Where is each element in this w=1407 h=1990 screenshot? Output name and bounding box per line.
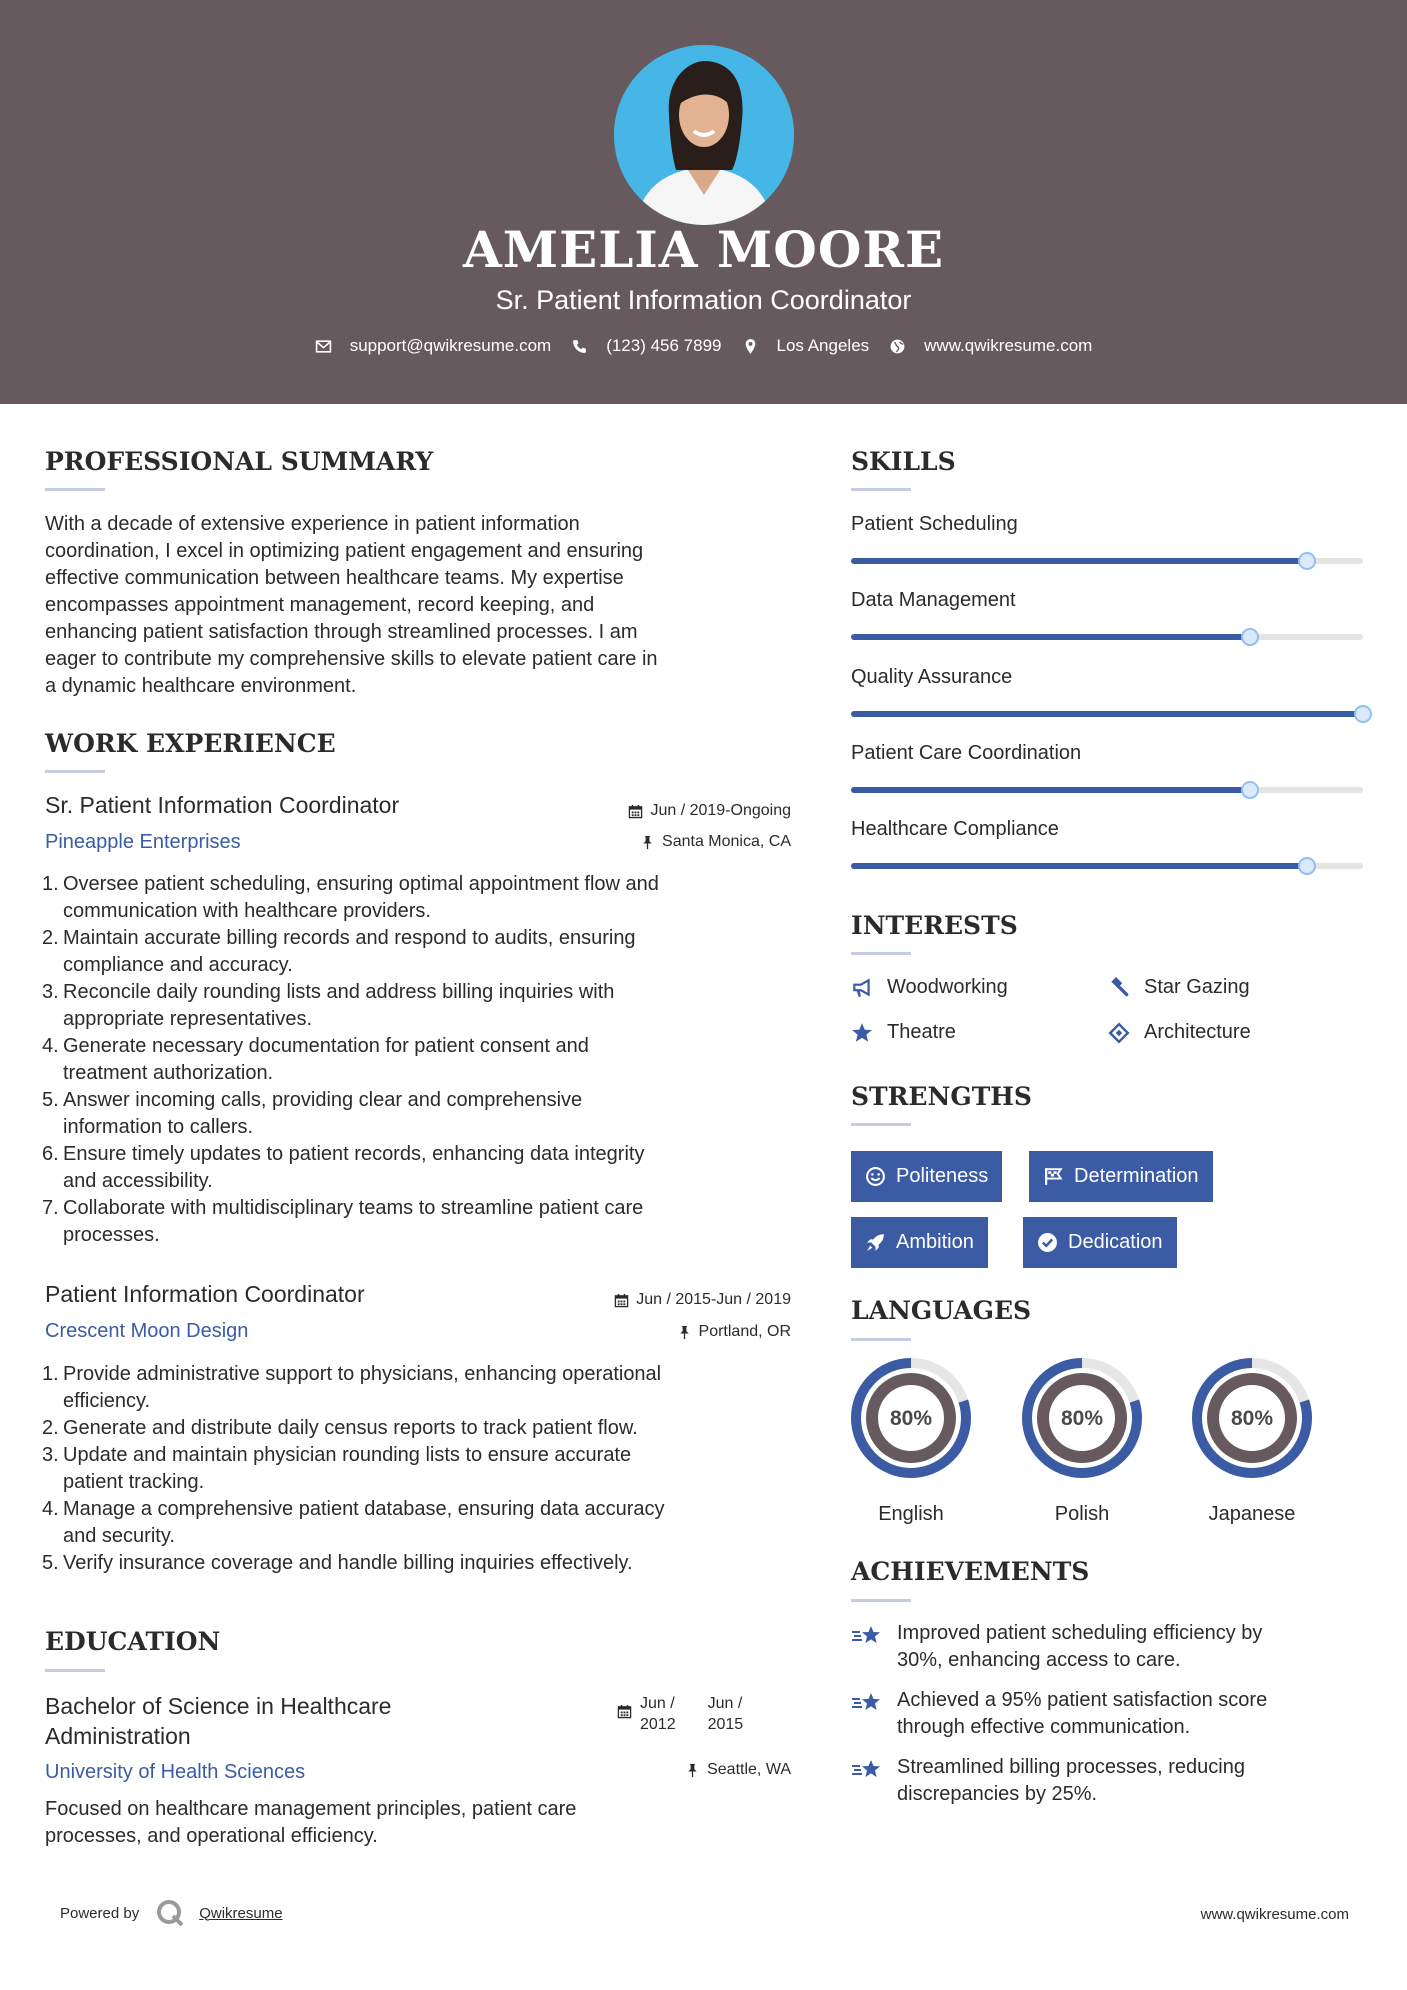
language-name: Polish bbox=[1054, 1503, 1110, 1525]
megaphone-icon bbox=[851, 977, 873, 999]
list-item: 2. Generate and distribute daily census reports to track patient flow. bbox=[42, 1417, 638, 1439]
skill-bar-fill bbox=[851, 711, 1363, 717]
list-item: 6. Ensure timely updates to patient records, enhancing data integrity and accessibility. bbox=[42, 1143, 645, 1192]
school-name: University of Health Sciences bbox=[45, 1761, 306, 1783]
skill-label: Healthcare Compliance bbox=[851, 818, 1059, 840]
calendar-icon bbox=[617, 1704, 632, 1719]
education-description: Focused on healthcare management principles, patient care processes, and operational efficiency. bbox=[45, 1798, 577, 1847]
summary-heading: PROFESSIONAL SUMMARY bbox=[45, 447, 434, 476]
job-date bbox=[540, 802, 791, 820]
education-dates bbox=[617, 1693, 743, 1735]
map-pin-icon bbox=[742, 338, 759, 355]
interests-underline bbox=[851, 952, 911, 955]
skill-bar-fill bbox=[851, 558, 1307, 564]
interest-item: Star Gazing bbox=[1108, 976, 1250, 999]
shooting-star-icon bbox=[851, 1756, 885, 1784]
job-location-text: Portland, OR bbox=[698, 1323, 791, 1340]
job-company: Pineapple Enterprises bbox=[45, 831, 241, 853]
skill-bar bbox=[851, 787, 1363, 793]
job-location bbox=[540, 1323, 791, 1341]
contact-phone-text: (123) 456 7899 bbox=[606, 336, 722, 355]
interest-item: Theatre bbox=[851, 1021, 956, 1044]
list-item: 1. Provide administrative support to physicians, enhancing operational efficiency. bbox=[42, 1363, 662, 1412]
skill-bar-knob bbox=[1354, 705, 1372, 723]
calendar-icon bbox=[614, 1293, 629, 1308]
contact-website[interactable] bbox=[889, 336, 1092, 356]
education-start: Jun / 2012 bbox=[640, 1695, 676, 1733]
achievements-heading: ACHIEVEMENTS bbox=[851, 1557, 1090, 1586]
interest-item: Architecture bbox=[1108, 1021, 1251, 1044]
list-item: 7. Collaborate with multidisciplinary teams to streamline patient care processes. bbox=[42, 1197, 644, 1246]
summary-line: a dynamic healthcare environment. bbox=[45, 675, 357, 697]
skill-bar-fill bbox=[851, 787, 1250, 793]
resume-header bbox=[0, 0, 1407, 404]
contact-email[interactable] bbox=[315, 336, 552, 356]
rocket-icon bbox=[865, 1232, 886, 1253]
gavel-icon bbox=[1108, 977, 1130, 999]
strengths-heading: STRENGTHS bbox=[851, 1082, 1032, 1111]
job-location bbox=[540, 833, 791, 851]
experience-underline bbox=[45, 770, 105, 773]
list-item: 3. Reconcile daily rounding lists and address billing inquiries with appropriate representatives. bbox=[42, 981, 615, 1030]
education-underline bbox=[45, 1669, 105, 1672]
job-date bbox=[540, 1291, 791, 1309]
candidate-name: AMELIA MOORE bbox=[462, 220, 945, 279]
degree-title: Bachelor of Science in Healthcare Administration bbox=[45, 1693, 392, 1749]
skill-bar bbox=[851, 558, 1363, 564]
skill-bar-fill bbox=[851, 634, 1250, 640]
skill-label: Patient Scheduling bbox=[851, 513, 1018, 535]
job-title: Sr. Patient Information Coordinator bbox=[45, 792, 400, 818]
languages-heading: LANGUAGES bbox=[851, 1296, 1032, 1325]
phone-icon bbox=[571, 338, 588, 355]
job-title: Patient Information Coordinator bbox=[45, 1281, 365, 1307]
skill-bar-knob bbox=[1298, 857, 1316, 875]
pushpin-icon bbox=[685, 1763, 700, 1778]
pushpin-icon bbox=[640, 835, 655, 850]
check-circle-icon bbox=[1037, 1232, 1058, 1253]
contact-location bbox=[742, 336, 870, 356]
summary-line: effective communication between healthcare teams. My expertise bbox=[45, 567, 624, 589]
skills-underline bbox=[851, 488, 911, 491]
achievement-item: Streamlined billing processes, reducing discrepancies by 25%. bbox=[851, 1754, 1245, 1808]
skills-heading: SKILLS bbox=[851, 447, 956, 476]
strength-badge: Determination bbox=[1029, 1151, 1213, 1202]
summary-line: encompasses appointment management, record keeping, and bbox=[45, 594, 595, 616]
job-date-text: Jun / 2015-Jun / 2019 bbox=[636, 1291, 791, 1308]
summary-line: enhancing patient satisfaction through streamlined processes. I am bbox=[45, 621, 638, 643]
contact-email-text: support@qwikresume.com bbox=[349, 336, 552, 355]
contact-bar bbox=[0, 336, 1407, 356]
achievement-item: Improved patient scheduling efficiency by 30%, enhancing access to care. bbox=[851, 1620, 1262, 1674]
strength-badge: Ambition bbox=[851, 1217, 988, 1268]
experience-heading: WORK EXPERIENCE bbox=[45, 729, 336, 758]
languages-underline bbox=[851, 1338, 911, 1341]
interest-item: Woodworking bbox=[851, 976, 1008, 999]
language-ring bbox=[1191, 1357, 1313, 1479]
calendar-icon bbox=[628, 804, 643, 819]
skill-bar-knob bbox=[1241, 781, 1259, 799]
qwikresume-link[interactable]: Qwikresume bbox=[199, 1904, 283, 1922]
skill-bar-knob bbox=[1298, 552, 1316, 570]
skill-bar-fill bbox=[851, 863, 1307, 869]
job-date-text: Jun / 2019-Ongoing bbox=[650, 802, 791, 819]
language-item bbox=[1191, 1357, 1313, 1525]
flag-icon bbox=[1043, 1166, 1064, 1187]
list-item: 1. Oversee patient scheduling, ensuring optimal appointment flow and communication with healthcare providers. bbox=[42, 873, 659, 922]
education-heading: EDUCATION bbox=[45, 1627, 221, 1656]
list-item: 5. Answer incoming calls, providing clear and comprehensive information to callers. bbox=[42, 1089, 583, 1138]
education-end: Jun / 2015 bbox=[707, 1695, 744, 1733]
skill-label: Quality Assurance bbox=[851, 666, 1013, 688]
education-location bbox=[540, 1761, 791, 1779]
language-percent: 80% bbox=[889, 1407, 933, 1430]
profile-photo-image bbox=[614, 45, 794, 225]
job-company: Crescent Moon Design bbox=[45, 1320, 249, 1342]
star-icon bbox=[851, 1022, 873, 1044]
strengths-underline bbox=[851, 1123, 911, 1126]
strength-badge: Dedication bbox=[1023, 1217, 1177, 1268]
qwikresume-logo-icon bbox=[155, 1898, 185, 1928]
interests-heading: INTERESTS bbox=[851, 911, 1018, 940]
ticket-icon bbox=[1108, 1022, 1130, 1044]
language-percent: 80% bbox=[1060, 1407, 1104, 1430]
summary-line: coordination, I excel in optimizing patient engagement and ensuring bbox=[45, 540, 644, 562]
contact-location-text: Los Angeles bbox=[776, 336, 870, 355]
language-item bbox=[1021, 1357, 1143, 1525]
list-item: 4. Generate necessary documentation for patient consent and treatment authorization. bbox=[42, 1035, 589, 1084]
summary-line: eager to contribute my comprehensive skills to elevate patient care in bbox=[45, 648, 658, 670]
strength-badge: Politeness bbox=[851, 1151, 1002, 1202]
envelope-icon bbox=[315, 338, 332, 355]
skill-bar bbox=[851, 634, 1363, 640]
summary-line: With a decade of extensive experience in patient information bbox=[45, 513, 580, 535]
smile-icon bbox=[865, 1166, 886, 1187]
list-item: 5. Verify insurance coverage and handle billing inquiries effectively. bbox=[42, 1552, 633, 1574]
contact-phone[interactable] bbox=[571, 336, 721, 356]
candidate-title: Sr. Patient Information Coordinator bbox=[495, 285, 912, 315]
globe-icon bbox=[889, 338, 906, 355]
language-ring bbox=[850, 1357, 972, 1479]
summary-text bbox=[45, 511, 785, 700]
list-item: 2. Maintain accurate billing records and respond to audits, ensuring compliance and accuracy. bbox=[42, 927, 636, 976]
job-responsibilities bbox=[42, 1361, 795, 1577]
education-location-text: Seattle, WA bbox=[707, 1761, 791, 1778]
skill-bar bbox=[851, 711, 1363, 717]
contact-website-text: www.qwikresume.com bbox=[924, 336, 1093, 355]
shooting-star-icon bbox=[851, 1622, 885, 1650]
language-name: Japanese bbox=[1208, 1503, 1296, 1525]
language-ring bbox=[1021, 1357, 1143, 1479]
skill-bar bbox=[851, 863, 1363, 869]
language-percent: 80% bbox=[1230, 1407, 1274, 1430]
job-location-text: Santa Monica, CA bbox=[662, 833, 791, 850]
pushpin-icon bbox=[677, 1325, 692, 1340]
achievements-underline bbox=[851, 1599, 911, 1602]
list-item: 4. Manage a comprehensive patient database, ensuring data accuracy and security. bbox=[42, 1498, 665, 1547]
achievement-item: Achieved a 95% patient satisfaction score through effective communication. bbox=[851, 1687, 1267, 1741]
skill-label: Patient Care Coordination bbox=[851, 742, 1082, 764]
language-item bbox=[850, 1357, 972, 1525]
summary-underline bbox=[45, 488, 105, 491]
shooting-star-icon bbox=[851, 1689, 885, 1717]
powered-by-text: Powered by bbox=[60, 1904, 140, 1922]
language-name: English bbox=[878, 1503, 944, 1525]
list-item: 3. Update and maintain physician rounding lists to ensure accurate patient tracking. bbox=[42, 1444, 632, 1493]
skill-bar-knob bbox=[1241, 628, 1259, 646]
job-responsibilities bbox=[42, 871, 795, 1249]
footer-powered-by bbox=[60, 1898, 283, 1928]
profile-photo bbox=[614, 45, 794, 225]
footer-website[interactable]: www.qwikresume.com bbox=[1200, 1906, 1349, 1923]
skill-label: Data Management bbox=[851, 589, 1016, 611]
